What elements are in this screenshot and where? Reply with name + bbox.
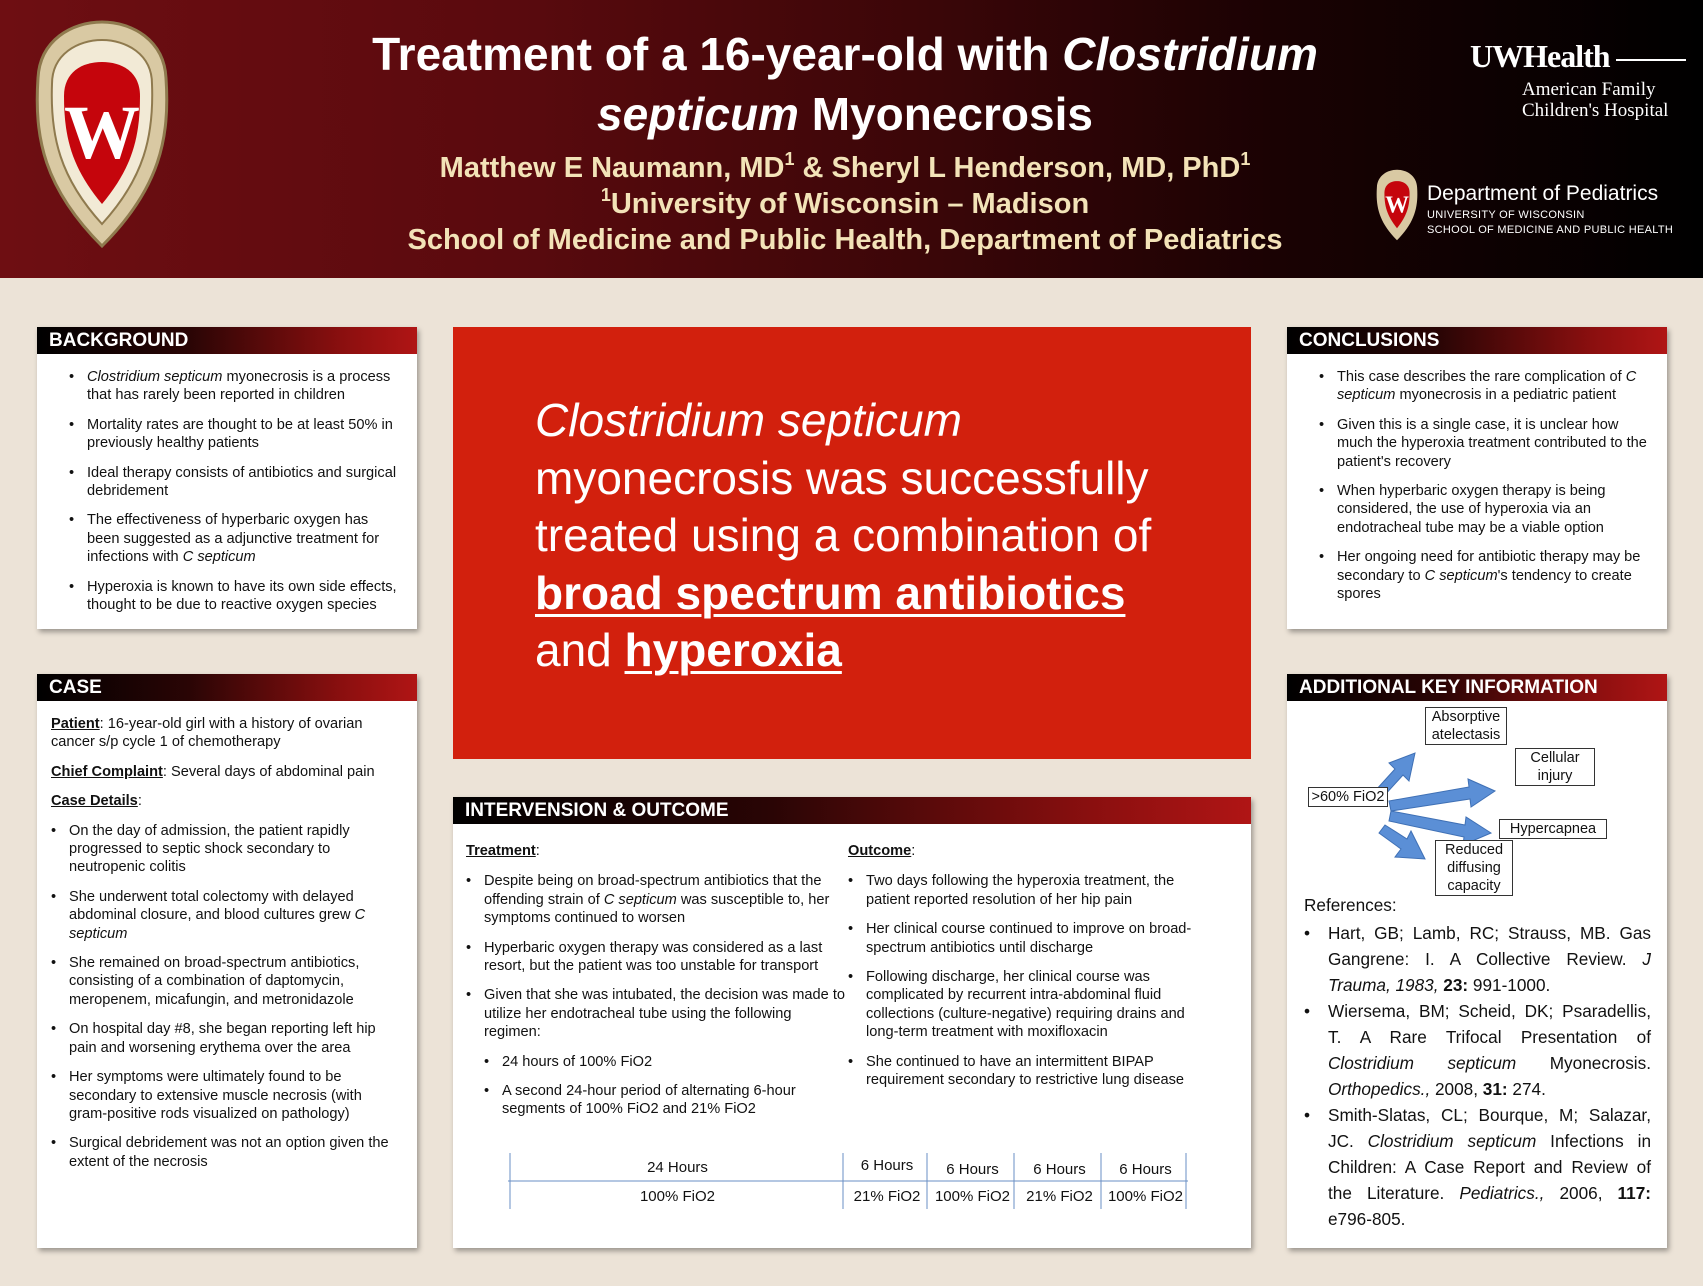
conclusions-heading: CONCLUSIONS bbox=[1287, 327, 1667, 354]
svg-text:W: W bbox=[64, 91, 140, 175]
list-item: • Her ongoing need for antibiotic therapy may be secondary to C septicum's tendency to create spores bbox=[1337, 548, 1653, 603]
key-message-callout bbox=[453, 327, 1251, 759]
list-item: • Clostridium septicum myonecrosis is a process that has rarely been reported in children bbox=[87, 368, 403, 405]
diagram-target-box: Absorptive atelectasis bbox=[1425, 707, 1507, 745]
callout-italic-line: Clostridium septicum bbox=[535, 394, 962, 446]
intervention-panel bbox=[453, 797, 1251, 1248]
reference-item: • Hart, GB; Lamb, RC; Strauss, MB. Gas Gangrene: I. A Collective Review. J Trauma, 1983, 23: 991-1000. bbox=[1328, 920, 1651, 998]
small-crest-icon bbox=[1375, 168, 1419, 242]
poster-title: Treatment of a 16-year-old with Clostridium septicum Myonecrosis bbox=[372, 28, 1318, 140]
additional-info-heading: ADDITIONAL KEY INFORMATION bbox=[1287, 674, 1667, 701]
case-details-list bbox=[51, 822, 403, 1172]
callout-text-line: myonecrosis was successfully treated using a combination of bbox=[535, 451, 1152, 561]
svg-text:W: W bbox=[1385, 192, 1409, 219]
list-item: • The effectiveness of hyperbaric oxygen has been suggested as a adjunctive treatment for infections with C septicum bbox=[87, 511, 403, 566]
treatment-list bbox=[466, 872, 851, 1118]
list-item: • Surgical debridement was not an option given the extent of the necrosis bbox=[69, 1134, 403, 1171]
list-item: • Despite being on broad-spectrum antibiotics that the offending strain of C septicum was susceptible to, her symptoms continued to worsen bbox=[484, 872, 851, 927]
reference-item: • Smith-Slatas, CL; Bourque, M; Salazar, JC. Clostridium septicum Infections in Children: A Case Report and Review of the Literature. Pediatrics., 2006, 117: e796-805. bbox=[1328, 1102, 1651, 1232]
case-heading: CASE bbox=[37, 674, 417, 701]
list-item: • Two days following the hyperoxia treatment, the patient reported resolution of her hip pain bbox=[866, 872, 1218, 909]
list-item: • Hyperoxia is known to have its own side effects, thought to be due to reactive oxygen species bbox=[87, 578, 403, 615]
list-item: • 24 hours of 100% FiO2 bbox=[502, 1053, 851, 1071]
list-item: • Her clinical course continued to improve on broad-spectrum antibiotics until discharge bbox=[866, 920, 1218, 957]
conclusions-panel bbox=[1287, 327, 1667, 629]
background-heading: BACKGROUND bbox=[37, 327, 417, 354]
timeline-fio2: 100% FiO2 bbox=[1107, 1188, 1184, 1205]
list-item: • Mortality rates are thought to be at least 50% in previously healthy patients bbox=[87, 416, 403, 453]
list-item: • When hyperbaric oxygen therapy is being considered, the use of hyperoxia via an endotracheal tube may be a viable option bbox=[1337, 482, 1653, 537]
authors: Matthew E Naumann, $MD^1$ & Sheryl L Henderson, MD, PhD$^1$ bbox=[439, 149, 1251, 184]
list-item: • On the day of admission, the patient rapidly progressed to septic shock secondary to neutropenic colitis bbox=[69, 822, 403, 877]
callout-highlight-antibiotics: broad spectrum antibiotics bbox=[535, 566, 1126, 619]
callout-and: and bbox=[535, 624, 625, 676]
timeline-fio2: 100% FiO2 bbox=[934, 1188, 1011, 1205]
list-item: • A second 24-hour period of alternating 6-hour segments of 100% FiO2 and 21% FiO2 bbox=[502, 1082, 851, 1119]
outcome-column bbox=[848, 842, 1218, 1100]
patient-line: Patient: 16-year-old girl with a history of ovarian cancer s/p cycle 1 of chemotherapy bbox=[51, 716, 363, 751]
treatment-label: Treatment: bbox=[466, 843, 540, 859]
diagram-target-box: Cellular injury bbox=[1515, 748, 1595, 786]
timeline-duration: 6 Hours bbox=[1033, 1161, 1086, 1178]
list-item: • She continued to have an intermittent BIPAP requirement secondary to restrictive lung disease bbox=[866, 1053, 1218, 1090]
diagram-source-box: >60% FiO2 bbox=[1308, 787, 1388, 807]
case-details-label: Case Details: bbox=[51, 793, 142, 810]
list-item: • Given this is a single case, it is unclear how much the hyperoxia treatment contributed to the patient's recovery bbox=[1337, 416, 1653, 471]
poster-header bbox=[0, 0, 1703, 278]
list-item: • Following discharge, her clinical course was complicated by recurrent intra-abdominal fluid collections (culture-negative) requiring drains and long-term treatment with moxifloxacin bbox=[866, 968, 1218, 1042]
list-item: • Given that she was intubated, the decision was made to utilize her endotracheal tube using the following regimen: • 24 hours of 100% FiO2 • A second 24-hour period of alternating 6-hour segments of 100% FiO2 and 21% FiO2 bbox=[484, 986, 851, 1118]
list-item: • She underwent total colectomy with delayed abdominal closure, and blood cultures grew C septicum bbox=[69, 888, 403, 943]
timeline-fio2: 21% FiO2 bbox=[1026, 1188, 1093, 1205]
additional-info-panel bbox=[1287, 674, 1667, 1248]
timeline-fio2: 21% FiO2 bbox=[853, 1188, 921, 1205]
outcome-label: Outcome: bbox=[848, 843, 916, 859]
timeline-duration: 6 Hours bbox=[860, 1157, 914, 1174]
reference-item: • Wiersema, BM; Scheid, DK; Psaradellis, T. A Rare Trifocal Presentation of Clostridium septicum Myonecrosis. Orthopedics., 2008, 31: 274. bbox=[1328, 998, 1651, 1102]
background-list bbox=[69, 368, 403, 614]
timeline-fio2: 100% FiO2 bbox=[639, 1188, 716, 1205]
diagram-target-box: Reduced diffusing capacity bbox=[1435, 840, 1513, 896]
timeline-duration: 6 Hours bbox=[946, 1161, 999, 1178]
references-list bbox=[1304, 920, 1651, 1232]
timeline-duration: 6 Hours bbox=[1119, 1161, 1172, 1178]
regimen-list bbox=[484, 1053, 851, 1119]
affiliation-line-1: $^1$University of Wisconsin – Madison bbox=[600, 185, 1090, 220]
list-item: • She remained on broad-spectrum antibiotics, consisting of a combination of daptomycin, meropenem, micafungin, and metronidazole bbox=[69, 954, 403, 1009]
chief-complaint-line: Chief Complaint: Several days of abdominal pain bbox=[51, 763, 375, 780]
list-item: • Her symptoms were ultimately found to be secondary to extensive muscle necrosis (with gram-positive rods visualized on pathology) bbox=[69, 1068, 403, 1123]
dept-pediatrics-logo: W Department of Pediatrics UNIVERSITY OF WISCONSIN SCHOOL OF MEDICINE AND PUBLIC HEALTH bbox=[1375, 168, 1695, 243]
conclusions-list bbox=[1319, 368, 1653, 603]
diagram-target-box: Hypercapnea bbox=[1499, 819, 1607, 839]
references-label: References: bbox=[1304, 895, 1397, 915]
hyperoxia-effects-diagram bbox=[1287, 701, 1667, 911]
case-panel bbox=[37, 674, 417, 1248]
timeline-duration: 24 Hours bbox=[647, 1159, 708, 1176]
outcome-list bbox=[848, 872, 1218, 1089]
list-item: • Ideal therapy consists of antibiotics and surgical debridement bbox=[87, 464, 403, 501]
list-item: • On hospital day #8, she began reporting left hip pain and worsening erythema over the area bbox=[69, 1020, 403, 1057]
uwhealth-logo: UWHealth American Family Children's Hospital bbox=[1470, 38, 1690, 121]
background-panel bbox=[37, 327, 417, 629]
uw-crest-logo bbox=[32, 18, 172, 250]
list-item: • Hyperbaric oxygen therapy was considered as a last resort, but the patient was too unstable for transport bbox=[484, 939, 851, 976]
affiliation-line-2: School of Medicine and Public Health, Department of Pediatrics bbox=[407, 224, 1283, 256]
callout-highlight-hyperoxia: hyperoxia bbox=[624, 624, 842, 676]
treatment-column bbox=[466, 842, 851, 1130]
list-item: • This case describes the rare complication of C septicum myonecrosis in a pediatric patient bbox=[1337, 368, 1653, 405]
intervention-heading: INTERVENSION & OUTCOME bbox=[453, 797, 1251, 824]
